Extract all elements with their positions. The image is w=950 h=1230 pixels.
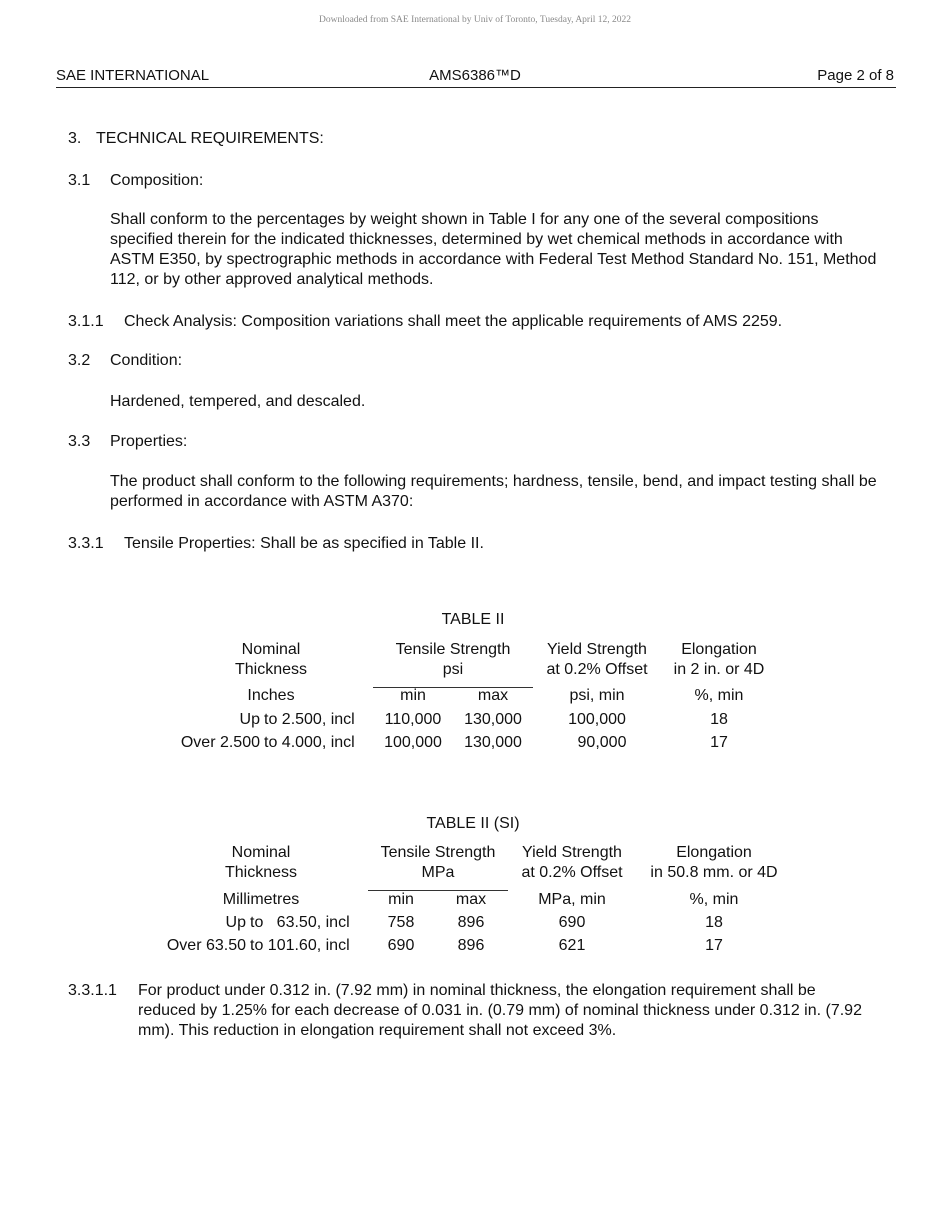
section-3-1-1-body: Check Analysis: Composition variations shall meet the applicable requirements of AMS 2259. [124, 313, 783, 330]
table-ii-header-yield-1: Yield Strength [547, 641, 647, 658]
section-3-title: TECHNICAL REQUIREMENTS: [96, 130, 324, 147]
section-3-2-body: Hardened, tempered, and descaled. [110, 393, 366, 410]
header-doc-id: AMS6386™D [429, 67, 521, 84]
table-ii-si-header-thickness-1: Nominal [231, 844, 291, 861]
table-ii-header-yield-2: at 0.2% Offset [546, 661, 648, 678]
section-3-number: 3. [68, 130, 82, 147]
table-ii-header-min: min [400, 687, 426, 704]
header-page-number: Page 2 of 8 [817, 67, 894, 84]
table-ii-header-thickness-2: Thickness [234, 661, 308, 678]
section-3-1-number: 3.1 [68, 172, 91, 189]
table-ii-si-header-min: min [388, 891, 414, 908]
table-ii-si-row-1-from: Up [225, 914, 246, 931]
section-3-2-number: 3.2 [68, 352, 91, 369]
table-ii-si-row-1-elongation: 18 [705, 914, 723, 931]
table-ii-header-elongation-unit: %, min [694, 687, 744, 704]
table-ii-si-row-1-to: to 63.50, incl [250, 914, 350, 931]
table-ii-header-tensile-1: Tensile Strength [395, 641, 511, 658]
table-ii-si-header-yield-unit: MPa, min [538, 891, 606, 908]
table-ii-si-header-yield-1: Yield Strength [522, 844, 622, 861]
table-ii-header-elongation-1: Elongation [681, 641, 757, 658]
table-ii-si-row-2-min: 690 [387, 937, 415, 954]
table-ii-si-title: TABLE II (SI) [426, 815, 520, 832]
section-3-3-1-body: Tensile Properties: Shall be as specified in Table II. [124, 535, 484, 552]
table-ii-header-yield-unit: psi, min [569, 687, 625, 704]
table-ii-si-header-max: max [455, 891, 487, 908]
table-ii-header-elongation-2: in 2 in. or 4D [673, 661, 765, 678]
table-ii-row-1-yield: 100,000 [568, 711, 626, 728]
section-3-3-body: The product shall conform to the following requirements; hardness, tensile, bend, and impact testing shall be performed in accordance with ASTM A370: [110, 473, 877, 510]
table-ii-row-1-to: to 2.500, incl [264, 711, 355, 728]
table-ii-row-2-min: 100,000 [384, 734, 442, 751]
table-ii-header-tensile-2: psi [442, 661, 464, 678]
table-ii-row-1-max: 130,000 [464, 711, 522, 728]
table-ii-si-header-yield-2: at 0.2% Offset [521, 864, 623, 881]
table-ii-row-1-min: 110,000 [384, 711, 442, 728]
table-ii-row-2-yield: 90,000 [577, 734, 627, 751]
table-ii-si-row-2-elongation: 17 [705, 937, 723, 954]
table-ii-row-2-to: to 4.000, incl [264, 734, 355, 751]
section-3-3-number: 3.3 [68, 433, 91, 450]
table-ii-header-max: max [477, 687, 509, 704]
section-3-3-1-number: 3.3.1 [68, 535, 104, 552]
table-ii-title: TABLE II [441, 611, 505, 628]
header-org: SAE INTERNATIONAL [56, 67, 210, 84]
table-ii-si-row-1-min: 758 [387, 914, 415, 931]
table-ii-header-thickness-unit: Inches [247, 687, 295, 704]
section-3-3-title: Properties: [110, 433, 188, 450]
table-ii-row-1-elongation: 18 [710, 711, 728, 728]
section-3-1-1-number: 3.1.1 [68, 313, 104, 330]
download-watermark: Downloaded from SAE International by Univ of Toronto, Tuesday, April 12, 2022 [318, 15, 631, 25]
section-3-3-1-1-body: For product under 0.312 in. (7.92 mm) in nominal thickness, the elongation requirement shall be reduced by 1.25% for each decrease of 0.031 in. (0.79 mm) of nominal thickness under 0.312 in. (7.92 mm). This reduction in elongation requirement shall not exceed 3%. [138, 982, 862, 1039]
section-3-3-1-1-number: 3.3.1.1 [68, 982, 117, 999]
table-ii-si-header-tensile-1: Tensile Strength [380, 844, 496, 861]
table-ii-si-row-2-yield: 621 [558, 937, 586, 954]
table-ii-row-2-elongation: 17 [710, 734, 728, 751]
header-rule [56, 87, 896, 88]
table-ii-si-header-thickness-unit: Millimetres [222, 891, 300, 908]
table-ii-si-row-2-from: Over 63.50 [166, 937, 246, 954]
table-ii-row-1-from: Up [239, 711, 260, 728]
table-ii-row-2-from: Over 2.500 [180, 734, 260, 751]
section-3-1-body: Shall conform to the percentages by weight shown in Table I for any one of the several compositions specified therein for the indicated thicknesses, determined by wet chemical methods in accordance with ASTM E350, by spectrographic methods in accordance with Federal Test Method Standard No. 151, Method 112, or by other approved analytical methods. [110, 211, 877, 288]
table-ii-si-header-elongation-2: in 50.8 mm. or 4D [650, 864, 778, 881]
table-ii-si-row-2-max: 896 [457, 937, 485, 954]
table-ii-header-thickness-1: Nominal [241, 641, 301, 658]
table-ii-si-row-2-to: to 101.60, incl [250, 937, 350, 954]
table-ii-si-row-1-yield: 690 [558, 914, 586, 931]
table-ii-si-header-thickness-2: Thickness [224, 864, 298, 881]
table-ii-si-header-tensile-2: MPa [421, 864, 455, 881]
table-ii-row-2-max: 130,000 [464, 734, 522, 751]
table-ii-si-row-1-max: 896 [457, 914, 485, 931]
table-ii-si-header-elongation-unit: %, min [689, 891, 739, 908]
section-3-1-title: Composition: [110, 172, 204, 189]
section-3-2-title: Condition: [110, 352, 183, 369]
table-ii-si-header-elongation-1: Elongation [676, 844, 752, 861]
